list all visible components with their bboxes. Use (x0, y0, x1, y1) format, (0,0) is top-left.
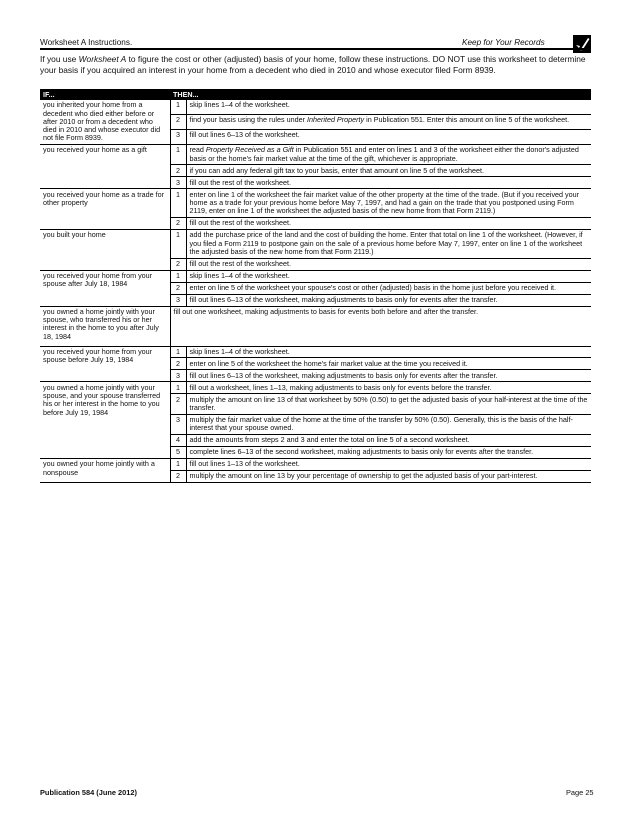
keep-for-records-label: Keep for Your Records (462, 38, 545, 47)
step-text: skip lines 1–4 of the worksheet. (186, 270, 591, 282)
step-text: multiply the fair market value of the home at the time of the transfer by 50% (0.50). Generally, this is the basis of the half-interest that your spouse owned. (186, 414, 591, 434)
then-column-header: THEN... (170, 89, 591, 100)
step-text: enter on line 5 of the worksheet the home's fair market value at the time you received it. (186, 358, 591, 370)
step-text: multiply the amount on line 13 of that worksheet by 50% (0.50) to get the adjusted basis of your half-interest at the time of the transfer. (186, 394, 591, 414)
table-row (40, 229, 591, 258)
step-number: 2 (170, 358, 186, 370)
inherited-property-reference: Inherited Property (306, 115, 365, 125)
step-number: 2 (170, 394, 186, 414)
step-number: 3 (170, 130, 186, 145)
step-text: enter on line 1 of the worksheet the fair market value of the other property at the time of the trade. (But if you received your home as a trade for your previous home before May 7, 1997, and had a gain on the trade that you postponed using Form 2119, enter on line 1 of the worksheet the adjusted basis of the new home from that Form 2119.) (186, 189, 591, 218)
table-row (40, 382, 591, 394)
step-number: 3 (170, 370, 186, 382)
if-condition: you owned a home jointly with your spouse, who transferred his or her interest in the home to you after July 18, 1984 (40, 306, 170, 346)
table-row (40, 306, 591, 346)
step-text: if you can add any federal gift tax to your basis, enter that amount on line 5 of the worksheet. (186, 165, 591, 177)
step-text: complete lines 6–13 of the second worksheet, making adjustments to basis only for events after the transfer. (186, 446, 591, 458)
step-number: 1 (170, 145, 186, 165)
step-number: 2 (170, 114, 186, 129)
step-number: 2 (170, 165, 186, 177)
step-number: 1 (170, 229, 186, 258)
worksheet-instructions-table (40, 89, 591, 483)
table-header-row (40, 89, 591, 100)
intro-worksheet-name: Worksheet A (78, 54, 127, 64)
step-text: fill out lines 6–13 of the worksheet, making adjustments to basis only for events after the transfer. (186, 294, 591, 306)
step-text: skip lines 1–4 of the worksheet. (186, 346, 591, 358)
step-text: fill out lines 6–13 of the worksheet. (186, 130, 591, 145)
header-rule (40, 48, 591, 50)
if-condition: you received your home from your spouse before July 19, 1984 (40, 346, 170, 382)
if-condition: you received your home as a trade for other property (40, 189, 170, 230)
step-text (186, 145, 591, 165)
step-number: 4 (170, 435, 186, 447)
step-text: skip lines 1–4 of the worksheet. (186, 100, 591, 114)
step-text: enter on line 5 of the worksheet your spouse's cost or other (adjusted) basis in the home just before you received it. (186, 282, 591, 294)
step-text-post: in Publication 551 and enter on lines 1 and 3 of the worksheet either the donor's adjusted basis or the home's fair market value at the time of the gift, whichever is appropriate. (189, 145, 579, 163)
step-text-pre: find your basis using the rules under (189, 115, 307, 125)
step-text: fill out the rest of the worksheet. (186, 218, 591, 230)
step-text: add the purchase price of the land and the cost of building the home. Enter that total on line 1 of the worksheet. (However, if you filed a Form 2119 to postpone gain on the sale of a previous home before May 7, 1997, enter on line 1 of the worksheet the adjusted basis of the new home from that Form 2119.) (186, 229, 591, 258)
page-number: Page 25 (566, 788, 594, 797)
step-text: fill out one worksheet, making adjustments to basis for events both before and after the transfer. (170, 306, 591, 346)
step-number: 3 (170, 414, 186, 434)
step-number: 1 (170, 270, 186, 282)
if-condition: you built your home (40, 229, 170, 270)
step-number: 3 (170, 294, 186, 306)
pencil-check-icon (573, 35, 591, 53)
step-number: 1 (170, 189, 186, 218)
if-condition: you owned your home jointly with a nonspouse (40, 458, 170, 482)
step-number: 2 (170, 258, 186, 270)
step-text-pre: read (189, 145, 206, 155)
step-text (186, 114, 591, 129)
table-row (40, 270, 591, 282)
gift-property-reference: Property Received as a Gift (205, 145, 294, 155)
step-number: 2 (170, 470, 186, 482)
table-row (40, 100, 591, 114)
intro-paragraph (40, 54, 591, 77)
intro-part1: If you use (40, 54, 79, 64)
step-number: 5 (170, 446, 186, 458)
step-number: 2 (170, 282, 186, 294)
if-condition: you owned a home jointly with your spouse, and your spouse transferred his or her interest in the home to you before July 19, 1984 (40, 382, 170, 459)
step-text: multiply the amount on line 13 by your percentage of ownership to get the adjusted basis of your part-interest. (186, 470, 591, 482)
if-condition: you received your home as a gift (40, 145, 170, 189)
step-text: fill out a worksheet, lines 1–13, making adjustments to basis only for events before the transfer. (186, 382, 591, 394)
if-column-header: IF... (40, 89, 170, 100)
intro-part2: to figure the cost or other (adjusted) basis of your home, follow these instructions. DO NOT use this worksheet to determine your basis if you acquired an interest in your home from a decedent who died in 2010 and whose executor filed Form 8939. (40, 54, 586, 76)
if-condition: you inherited your home from a decedent who died either before or after 2010 or from a decedent who died in 2010 and whose executor did not file Form 8939. (40, 100, 170, 145)
step-text: fill out the rest of the worksheet. (186, 258, 591, 270)
table-row (40, 145, 591, 165)
step-number: 1 (170, 346, 186, 358)
step-number: 2 (170, 218, 186, 230)
step-text: fill out lines 1–13 of the worksheet. (186, 458, 591, 470)
step-number: 3 (170, 177, 186, 189)
step-number: 1 (170, 458, 186, 470)
if-condition: you received your home from your spouse after July 18, 1984 (40, 270, 170, 306)
step-text-post: in Publication 551. Enter this amount on line 5 of the worksheet. (364, 115, 570, 125)
step-number: 1 (170, 382, 186, 394)
table-row (40, 458, 591, 470)
publication-footer: Publication 584 (June 2012) (40, 788, 137, 797)
step-text: fill out lines 6–13 of the worksheet, making adjustments to basis only for events after the transfer. (186, 370, 591, 382)
table-row (40, 189, 591, 218)
table-row (40, 346, 591, 358)
step-text: fill out the rest of the worksheet. (186, 177, 591, 189)
step-number: 1 (170, 100, 186, 114)
step-text: add the amounts from steps 2 and 3 and enter the total on line 5 of a second worksheet. (186, 435, 591, 447)
worksheet-instructions-title: Worksheet A Instructions. (40, 38, 133, 47)
